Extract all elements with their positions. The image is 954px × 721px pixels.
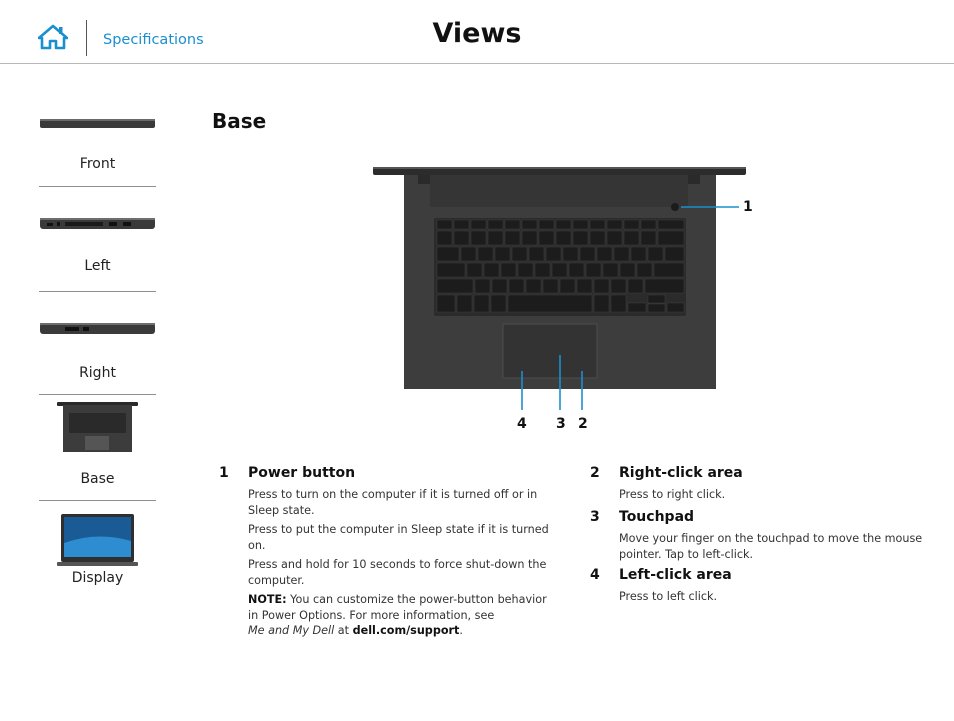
note-reference: Me and My Dell [248, 624, 335, 637]
item-paragraph: Press to turn on the computer if it is turned off or in Sleep state. [248, 488, 538, 517]
callout-number: 4 [517, 416, 527, 432]
laptop-display-icon [39, 513, 156, 567]
callout-number: 3 [556, 416, 566, 432]
laptop-base-illustration [370, 163, 760, 433]
callout-number: 1 [743, 199, 753, 215]
note-text: You can customize the power-button behavior in Power Options. For more information, see [248, 593, 547, 622]
sidebar-item-label: Front [79, 156, 116, 172]
sidebar-item-label: Base [80, 471, 115, 487]
item-paragraph: Press to put the computer in Sleep state if it is turned on. [248, 523, 549, 552]
item-number: 4 [590, 567, 600, 583]
item-title: Left-click area [619, 567, 732, 583]
sidebar-item-label: Left [84, 258, 111, 274]
note-paragraph [248, 592, 559, 639]
sidebar-item-right[interactable] [39, 292, 156, 395]
item-title: Touchpad [619, 509, 695, 525]
section-title: Base [212, 109, 267, 133]
note-end: . [459, 624, 463, 637]
sidebar-item-front[interactable] [39, 105, 156, 187]
item-number: 2 [590, 465, 600, 481]
item-title: Power button [248, 465, 356, 481]
item-description: Press to right click. [619, 488, 726, 501]
header-bar [0, 0, 954, 64]
views-sidebar [39, 105, 156, 591]
laptop-right-side-icon [39, 320, 156, 338]
sidebar-item-label: Right [79, 365, 116, 381]
item-description: Press to left click. [619, 590, 718, 603]
item-number: 1 [219, 465, 229, 481]
laptop-left-side-icon [39, 215, 156, 233]
sidebar-item-display[interactable] [39, 501, 156, 591]
item-title: Right-click area [619, 465, 743, 481]
laptop-front-icon [39, 117, 156, 131]
sidebar-item-left[interactable] [39, 187, 156, 292]
note-label: NOTE: [248, 593, 287, 606]
item-description [248, 487, 559, 643]
item-paragraph: Press and hold for 10 seconds to force shut-down the computer. [248, 558, 547, 587]
item-number: 3 [590, 509, 600, 525]
support-link[interactable]: dell.com/support [352, 624, 460, 637]
touchpad[interactable] [503, 324, 597, 378]
sidebar-item-label: Display [71, 570, 124, 586]
laptop-base-icon [39, 401, 156, 453]
callout-number: 2 [578, 416, 588, 432]
item-description: Move your finger on the touchpad to move the mouse pointer. Tap to left-click. [619, 532, 923, 561]
note-at: at [334, 624, 353, 637]
specifications-link[interactable]: Specifications [103, 32, 204, 48]
sidebar-item-base[interactable] [39, 395, 156, 501]
page-title: Views [432, 18, 522, 49]
power-button-icon[interactable] [671, 203, 679, 211]
